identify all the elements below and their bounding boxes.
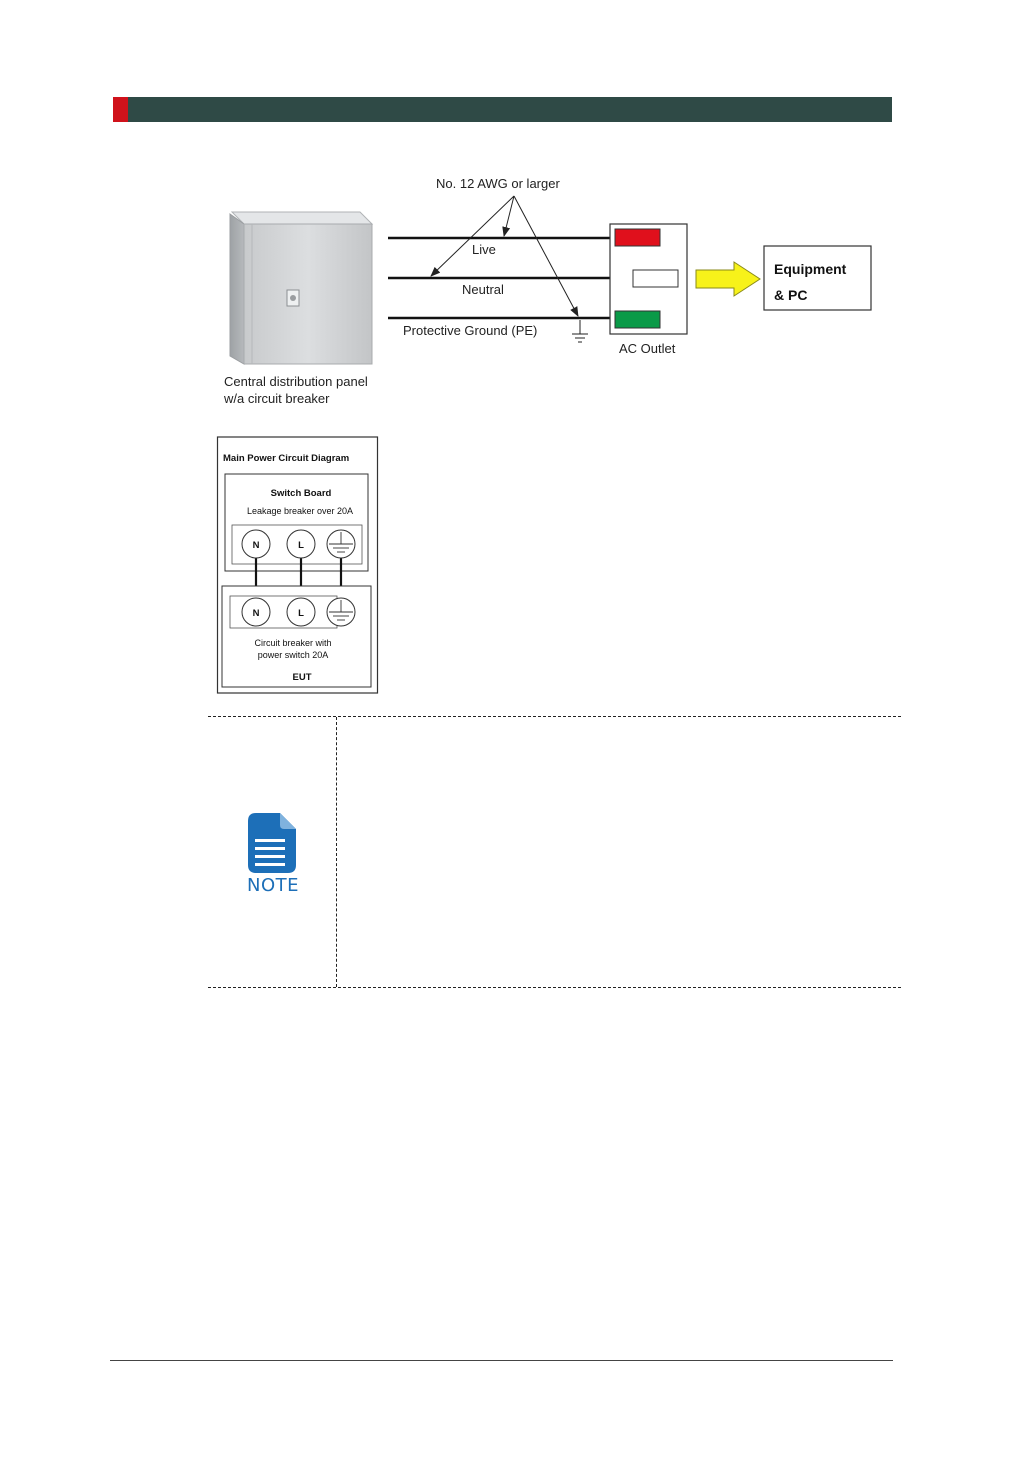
main-power-circuit-diagram — [216, 436, 379, 695]
ground-terminal — [615, 311, 660, 328]
switch-board-label: Switch Board — [270, 488, 332, 499]
panel-caption-line2: w/a circuit breaker — [224, 391, 330, 406]
note-box — [208, 716, 901, 988]
note-divider — [336, 717, 337, 987]
ground-symbol-icon — [572, 320, 588, 342]
footer-rule — [110, 1360, 893, 1361]
neutral-label: Neutral — [462, 282, 504, 297]
terminal-l-label: L — [298, 540, 304, 551]
power-arrow-icon — [696, 262, 760, 296]
breaker-label-line1: Circuit breaker with — [254, 638, 332, 648]
ground-label: Protective Ground (PE) — [403, 323, 538, 338]
leakage-breaker-label: Leakage breaker over 20A — [246, 506, 354, 516]
eut-terminal-n-label: N — [252, 608, 260, 619]
breaker-label-line2: power switch 20A — [257, 650, 329, 660]
ac-outlet-label: AC Outlet — [619, 341, 676, 356]
live-label: Live — [472, 242, 496, 257]
equipment-label: Equipment — [774, 261, 847, 277]
pc-label: & PC — [774, 287, 808, 303]
live-terminal — [615, 229, 660, 246]
eut-label: EUT — [292, 672, 312, 683]
circuit-title: Main Power Circuit Diagram — [223, 453, 350, 464]
neutral-terminal — [633, 270, 678, 287]
wiring-diagram — [0, 0, 1032, 420]
distribution-panel-image — [230, 212, 372, 364]
panel-caption-line1: Central distribution panel — [224, 374, 368, 389]
note-label: NOTE — [246, 875, 299, 896]
eut-terminal-l-label: L — [298, 608, 304, 619]
terminal-n-label: N — [252, 540, 260, 551]
wire-spec-label: No. 12 AWG or larger — [436, 176, 560, 191]
